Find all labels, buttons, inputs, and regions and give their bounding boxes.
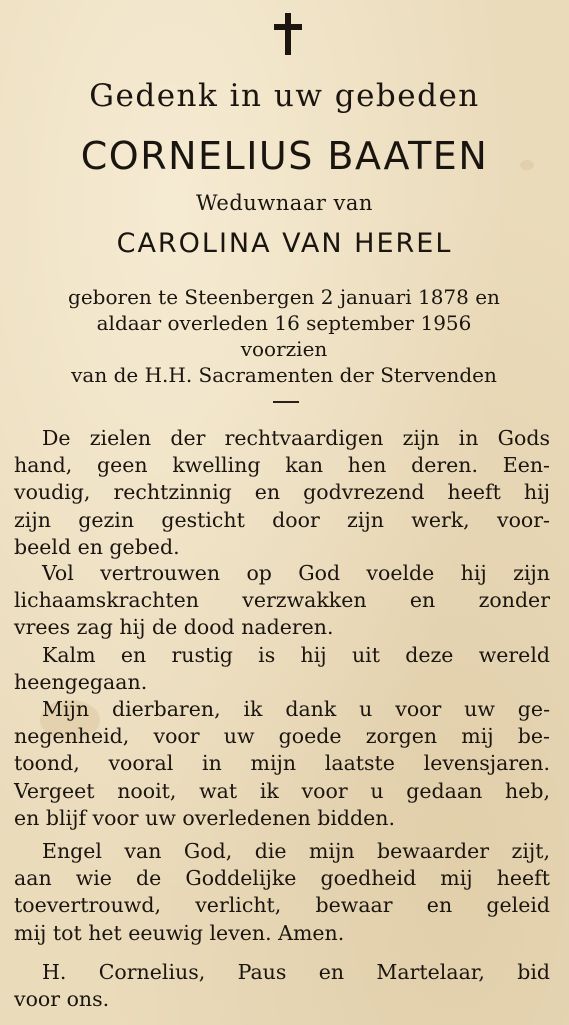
deceased-name: CORNELIUS BAATEN <box>80 134 489 178</box>
spouse-name: CAROLINA VAN HEREL <box>116 228 453 259</box>
sacraments-line-1: voorzien <box>240 337 328 361</box>
text-line: negenheid, voor uw goede zorgen mij be- <box>14 724 550 749</box>
text-line: Kalm en rustig is hij uit deze wereld <box>42 643 550 667</box>
text-line: aan wie de Goddelijke goedheid mij heeft <box>14 866 550 891</box>
latin-cross-icon <box>272 12 304 56</box>
paragraph-thanks <box>14 696 550 832</box>
paragraph-calm <box>14 642 550 696</box>
text-line: lichaamskrachten verzwakken en zonder <box>14 588 550 613</box>
text-line: Vergeet nooit, wat ik voor u gedaan heb, <box>14 778 550 803</box>
text-line: Mijn dierbaren, ik dank u voor uw ge- <box>42 697 550 721</box>
text-line: Engel van God, die mijn bewaarder zijt, <box>42 839 550 863</box>
memorial-heading: Gedenk in uw gebeden <box>89 78 480 114</box>
text-line: voor ons. <box>14 987 110 1012</box>
text-line: heengegaan. <box>14 670 148 695</box>
text-line: De zielen der rechtvaardigen zijn in Gods <box>42 426 550 450</box>
sacraments-line-2: van de H.H. Sacramenten der Stervenden <box>71 363 497 387</box>
text-line: beeld en gebed. <box>14 534 180 559</box>
text-line: toond, vooral in mijn laatste levensjaren. <box>14 751 550 776</box>
paragraph-righteous <box>14 425 550 561</box>
text-line: toevertrouwd, verlicht, bewaar en geleid <box>14 893 550 918</box>
text-line: voudig, rechtzinnig en godvrezend heeft hij <box>14 480 550 505</box>
birth-details-line: geboren te Steenbergen 2 januari 1878 en <box>68 285 500 309</box>
text-line: H. Cornelius, Paus en Martelaar, bid <box>42 960 550 984</box>
text-line: zijn gezin gesticht door zijn werk, voor- <box>14 507 550 532</box>
death-details-line: aldaar overleden 16 september 1956 <box>96 311 472 335</box>
text-line: hand, geen kwelling kan hen deren. Een- <box>14 453 550 478</box>
paragraph-saint-invocation <box>14 959 550 1013</box>
text-line: mij tot het eeuwig leven. Amen. <box>14 920 345 945</box>
relation-label: Weduwnaar van <box>196 191 373 215</box>
divider <box>273 401 299 403</box>
paragraph-trust <box>14 560 550 642</box>
text-line: vrees zag hij de dood naderen. <box>14 615 334 640</box>
text-line: en blijf voor uw overledenen bidden. <box>14 805 396 830</box>
text-line: Vol vertrouwen op God voelde hij zijn <box>42 561 550 585</box>
paragraph-angel-prayer <box>14 838 550 947</box>
